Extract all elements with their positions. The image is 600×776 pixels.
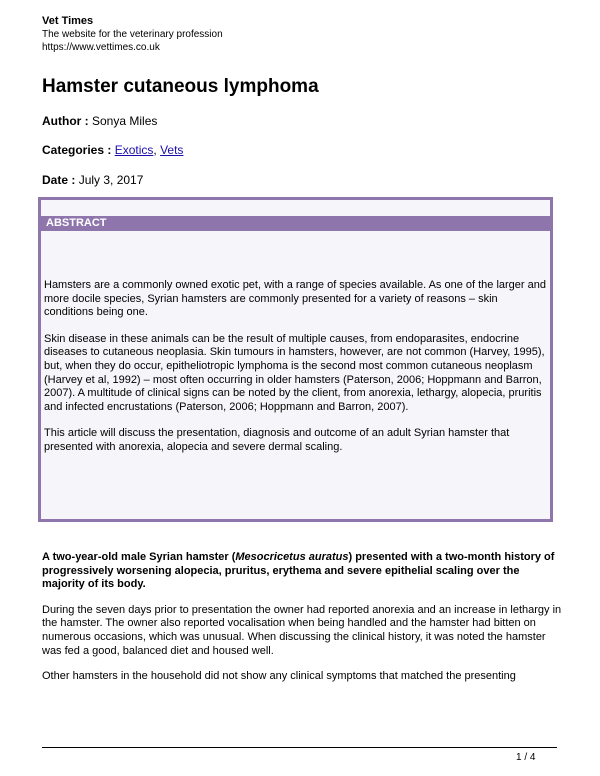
category-link-exotics[interactable]: Exotics [114, 143, 154, 157]
date-row [42, 173, 143, 188]
body-paragraph: During the seven days prior to presentation the owner had reported anorexia and an increase in lethargy in the hamster. The owner also reported vocalisation when being handled and the hamster had bitten on numerous occasions, which was unusual. When discussing the clinical history, it was noted the hamster was fed a good, balanced diet and housed well. [42, 603, 562, 657]
author-label: Author : [42, 114, 89, 128]
lead-text-start: A two-year-old male Syrian hamster ( [42, 551, 236, 563]
lead-paragraph [42, 551, 562, 592]
abstract-box [38, 197, 553, 522]
category-separator: , [153, 143, 157, 157]
abstract-paragraph: Hamsters are a commonly owned exotic pet, with a range of species available. As one of the larger and more docile species, Syrian hamsters are commonly presented for a variety of reasons – skin conditions being one. [44, 279, 546, 319]
author-name: Sonya Miles [92, 114, 158, 128]
lead-text-end: ) presented with a two-month history of progressively worsening alopecia, pruritus, erythema and severe epithelial scaling over the majority of its body. [42, 551, 555, 591]
species-name: Mesocricetus auratus [235, 551, 349, 563]
categories-label: Categories : [42, 143, 112, 157]
abstract-paragraph: This article will discuss the presentation, diagnosis and outcome of an adult Syrian hamster that presented with anorexia, alopecia and severe dermal scaling. [44, 427, 510, 453]
article-body [42, 551, 562, 696]
date-label: Date : [42, 173, 76, 187]
site-url: https://www.vettimes.co.uk [42, 42, 160, 53]
abstract-text [44, 279, 547, 468]
author-row [42, 114, 157, 129]
article-title: Hamster cutaneous lymphoma [42, 76, 319, 97]
date-value: July 3, 2017 [78, 173, 144, 187]
category-link-vets[interactable]: Vets [160, 143, 184, 157]
footer-rule [42, 747, 557, 748]
abstract-paragraph: Skin disease in these animals can be the result of multiple causes, from endoparasites, endocrine diseases to cutaneous neoplasia. Skin tumours in hamsters, however, are not common (Harvey, 1995), but, when they do occur, epitheliotropic lymphoma is the second most common cutaneous neoplasm (Harvey et al, 1992) – most often occurring in older hamsters (Paterson, 2006; Hoppmann and Barron, 2007). A multitude of clinical signs can be noted by the client, from anorexia, lethargy, alopecia, pruritis and infected encrustations (Paterson, 2006; Hoppmann and Barron, 2007). [44, 332, 545, 413]
page-number: 1 / 4 [516, 752, 536, 763]
abstract-heading: ABSTRACT [41, 216, 550, 231]
site-name: Vet Times [42, 15, 94, 27]
site-tagline: The website for the veterinary profession [42, 29, 223, 40]
categories-row [42, 143, 183, 158]
body-paragraph: Other hamsters in the household did not show any clinical symptoms that matched the presenting [42, 670, 516, 683]
abstract-top-strip [41, 200, 550, 217]
